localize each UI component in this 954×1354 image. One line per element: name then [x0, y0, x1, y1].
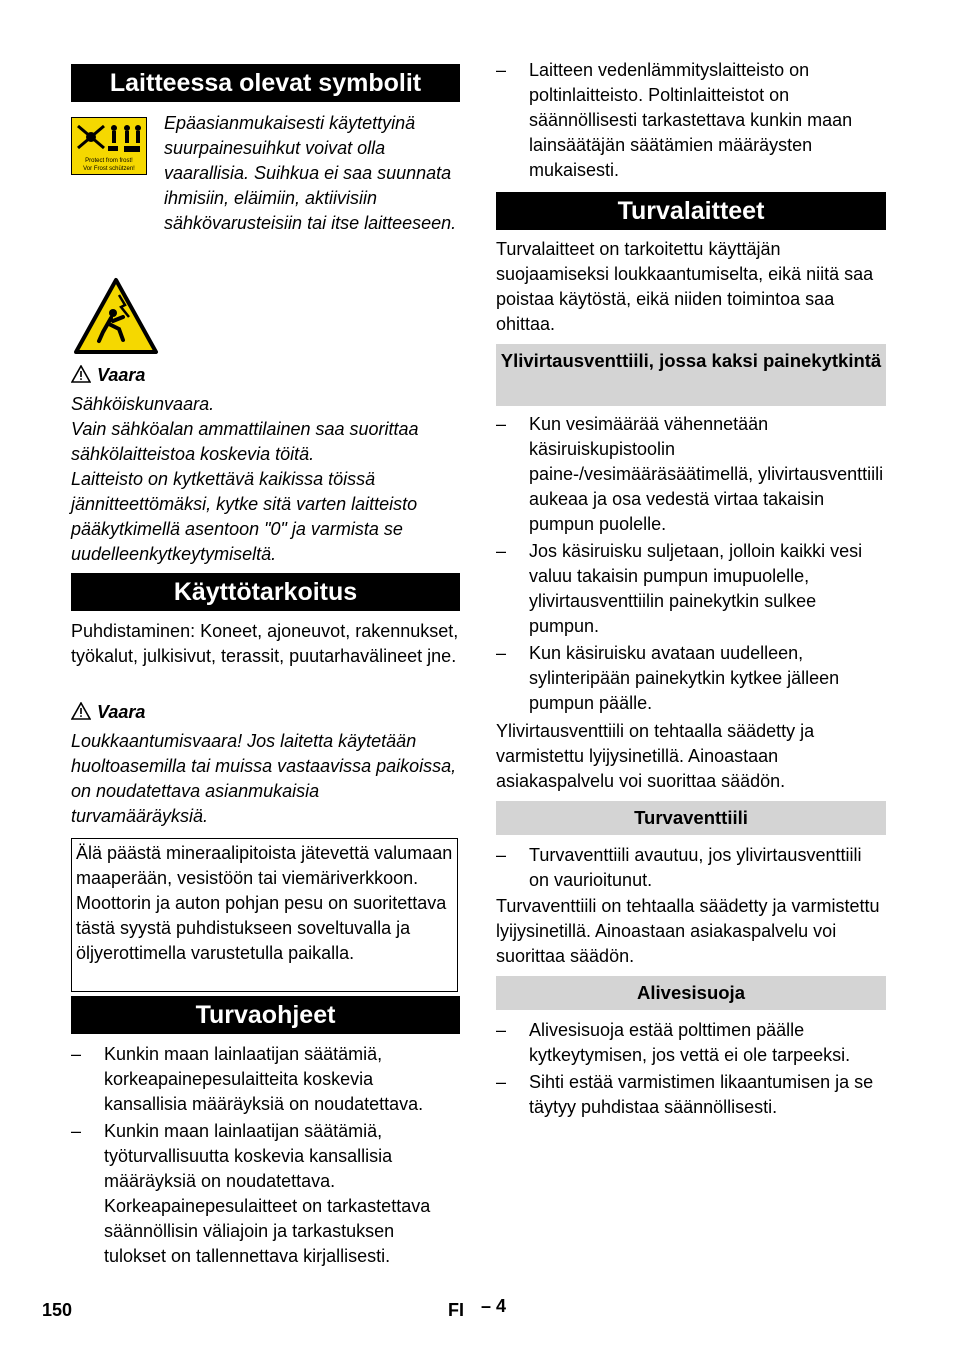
list-item: – Alivesisuoja estää polttimen päälle kytkeytymisen, jos vettä ei ole tarpeeksi.: [496, 1020, 851, 1065]
list-item: – Turvaventtiili avautuu, jos ylivirtausventtiili on vaurioitunut.: [496, 845, 862, 890]
safety-devices-heading: Turvalaitteet: [496, 192, 886, 230]
danger-label-2: Vaara: [71, 701, 145, 723]
language-code: FI: [448, 1300, 464, 1320]
safety-devices-text: Turvalaitteet on tarkoitettu käyttäjän suojaamiseksi loukkaantumiselta, eikä niitä saa poistaa käytöstä, eikä niiden toimintoa saa ohittaa.: [496, 239, 874, 334]
overflow-valve-text: Ylivirtausventtiili on tehtaalla säädetty ja varmistettu lyijysinetillä. Ainoastaan asiakaspalvelu voi suorittaa säädön.: [496, 721, 815, 791]
safety-valve-heading: Turvaventtiili: [496, 801, 886, 835]
low-water-heading: Alivesisuoja: [496, 976, 886, 1010]
list-item: – Jos käsiruisku suljetaan, jolloin kaikki vesi valuu takaisin pumpun imupuolelle, ylivirtausventtiilin painekytkin sulkee pumpun.: [496, 541, 863, 636]
electric-shock-warning-icon: [73, 277, 159, 355]
safety-valve-list: [496, 843, 886, 895]
warning-triangle-icon: [71, 365, 91, 383]
section-page: – 4: [481, 1296, 507, 1316]
list-item: – Kun vesimäärää vähennetään käsiruiskupistoolin paine-/vesimääräsäätimellä, ylivirtausventtiili aukeaa ja osa vedestä virtaa takaisin pumpun puolelle.: [496, 414, 884, 534]
danger-text-1: Sähköiskunvaara. Vain sähköalan ammattilainen saa suorittaa sähkölaitteistoa koskevia töitä. Laitteisto on kytkettävä kaikissa töissä jännitteettömäksi, kytke sitä varten laitteisto pääkytkimellä asentoon "0" ja varmista se uudelleenkytkeytymiseltä.: [71, 394, 419, 564]
symbols-heading: Laitteessa olevat symbolit: [71, 64, 460, 102]
environment-notice-box: Älä päästä mineraalipitoista jätevettä valumaan maaperään, vesistöön tai viemäriverkkoon. Moottorin ja auton pohjan pesu on suoritettava tästä syystä puhdistukseen soveltuvalla ja öljyerottimella varustetulla paikalla.: [71, 838, 458, 992]
danger-label-1: Vaara: [71, 364, 145, 386]
heater-list: [496, 58, 886, 185]
list-item: – Laitteen vedenlämmityslaitteisto on poltinlaitteisto. Poltinlaitteistot on säännöllisesti tarkastettava kunkin maan lainsäätäjän säätämien määräysten mukaisesti.: [496, 60, 853, 180]
purpose-text: Puhdistaminen: Koneet, ajoneuvot, rakennukset, työkalut, julkisivut, terassit, puutarhavälineet jne.: [71, 621, 459, 666]
page-number: 150: [42, 1300, 73, 1320]
danger-text-2: Loukkaantumisvaara! Jos laitetta käytetään huoltoasemilla tai muissa vastaavissa paikoissa, on noudatettava asianmukaisia turvamääräyksiä.: [71, 731, 457, 826]
list-item: – Kun käsiruisku avataan uudelleen, sylinteripään painekytkin kytkee jälleen pumpun päälle.: [496, 643, 840, 713]
svg-text:Vor Frost schützen!: Vor Frost schützen!: [83, 166, 135, 172]
svg-text:Protect from frost!: Protect from frost!: [85, 158, 133, 164]
purpose-heading: Käyttötarkoitus: [71, 573, 460, 611]
symbol-description: Epäasianmukaisesti käytettyinä suurpainesuihkut voivat olla vaarallisia. Suihkua ei saa suunnata ihmisiin, eläimiin, aktiivisiin sähkövarusteisiin tai itse laitteeseen.: [164, 113, 457, 233]
safety-heading: Turvaohjeet: [71, 996, 460, 1034]
list-item: – Kunkin maan lainlaatijan säätämiä, työturvallisuutta koskevia kansallisia määräyksiä on noudatettava. Korkeapainepesulaitteet on tarkastettava säännöllisin väliajoin ja tarkastuksen tulokset on tallennettava kirjallisesti.: [71, 1121, 431, 1266]
pressure-jet-symbol: [71, 117, 147, 175]
safety-list: [71, 1042, 460, 1271]
list-item: – Kunkin maan lainlaatijan säätämiä, korkeapainepesulaitteita koskevia kansallisia määräyksiä on noudatettava.: [71, 1044, 424, 1114]
overflow-valve-heading: Ylivirtausventtiili, jossa kaksi painekytkintä: [496, 344, 886, 406]
low-water-list: [496, 1018, 886, 1122]
spray-warning-icon: [72, 118, 146, 174]
warning-triangle-icon: [71, 702, 91, 720]
overflow-valve-list: [496, 412, 886, 718]
safety-valve-text: Turvaventtiili on tehtaalla säädetty ja varmistettu lyijysinetillä. Ainoastaan asiakaspalvelu voi suorittaa säädön.: [496, 896, 880, 966]
list-item: – Sihti estää varmistimen likaantumisen ja se täytyy puhdistaa säännöllisesti.: [496, 1072, 874, 1117]
